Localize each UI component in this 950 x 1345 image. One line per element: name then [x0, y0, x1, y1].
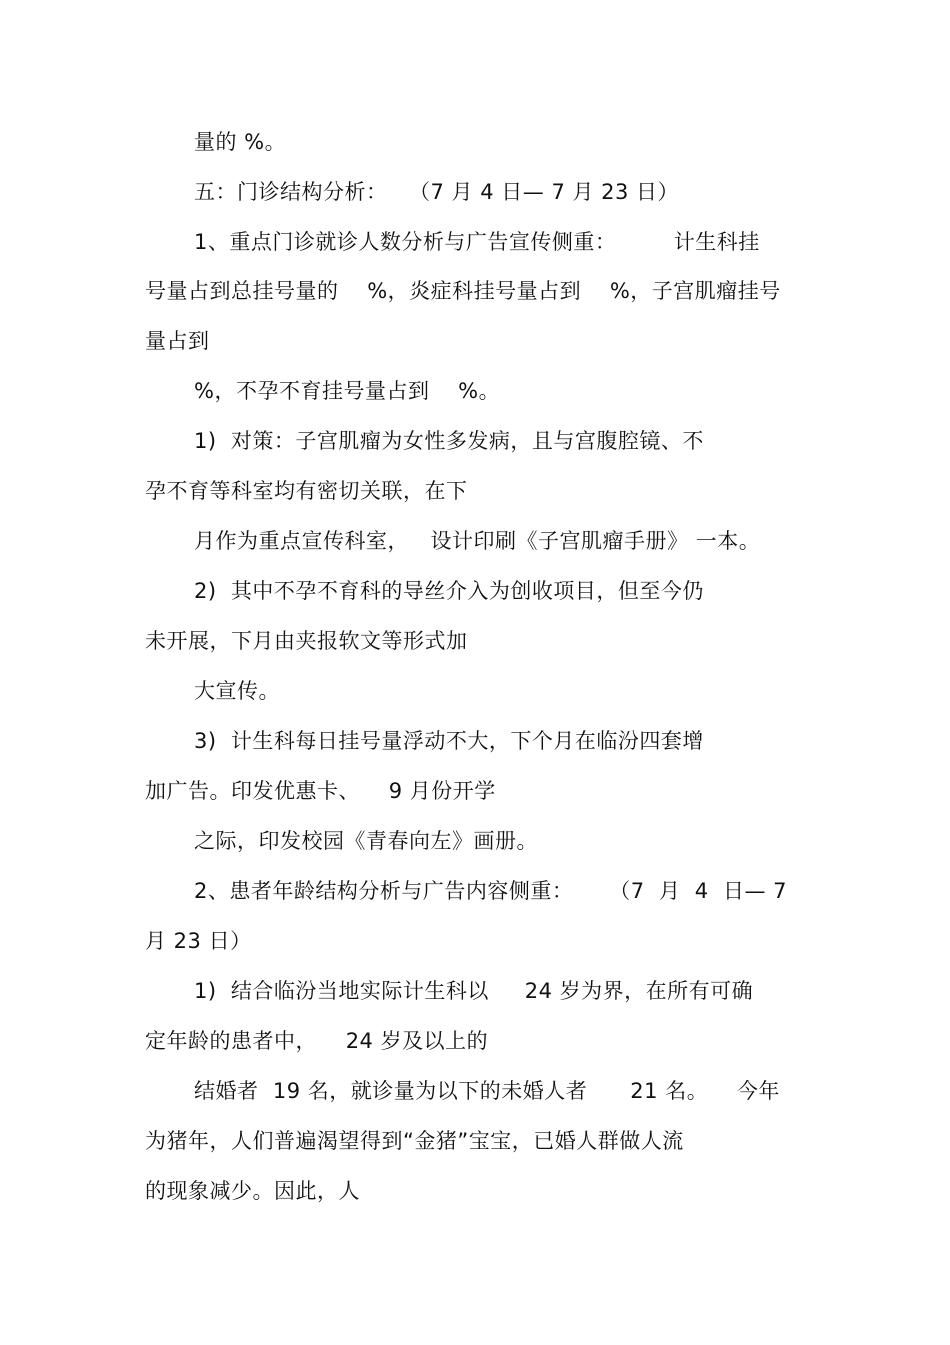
section-heading: 五：门诊结构分析： （7 月 4 日— 7 月 23 日） [194, 180, 680, 204]
text-line: 量的 %。 [194, 130, 287, 154]
text-line: 定年龄的患者中， 24 岁及以上的 [145, 1029, 489, 1053]
text-line: 月作为重点宣传科室， 设计印刷《子宫肌瘤手册》 一本。 [194, 529, 761, 553]
text-line: 大宣传。 [194, 679, 280, 703]
text-line: 1) 结合临汾当地实际计生科以 24 岁为界，在所有可确 [194, 979, 754, 1003]
text-line: 之际，印发校园《青春向左》画册。 [194, 829, 538, 853]
text-line: 号量占到总挂号量的 %，炎症科挂号量占到 %，子宫肌瘤挂号 [145, 279, 781, 303]
text-line: 1) 对策：子宫肌瘤为女性多发病，且与宫腹腔镜、不 [194, 429, 704, 453]
text-line: 量占到 [145, 329, 210, 353]
text-line: %，不孕不育挂号量占到 %。 [194, 379, 501, 403]
text-line: 未开展，下月由夹报软文等形式加 [145, 629, 468, 653]
text-line: 孕不育等科室均有密切关联，在下 [145, 479, 468, 503]
text-line: 2) 其中不孕不育科的导丝介入为创收项目，但至今仍 [194, 579, 704, 603]
text-line: 结婚者 19 名，就诊量为以下的未婚人者 21 名。 今年 [194, 1079, 780, 1103]
text-line: 3) 计生科每日挂号量浮动不大，下个月在临汾四套增 [194, 729, 704, 753]
text-line: 加广告。印发优惠卡、 9 月份开学 [145, 779, 496, 803]
text-line: 2、患者年龄结构分析与广告内容侧重： （7 月 4 日— 7 [194, 879, 788, 903]
text-line: 月 23 日） [145, 929, 252, 953]
text-line: 的现象减少。因此，人 [145, 1179, 360, 1203]
text-line: 为猪年，人们普遍渴望得到“金猪”宝宝，已婚人群做人流 [145, 1129, 684, 1153]
text-line: 1、重点门诊就诊人数分析与广告宣传侧重： 计生科挂 [194, 230, 760, 254]
